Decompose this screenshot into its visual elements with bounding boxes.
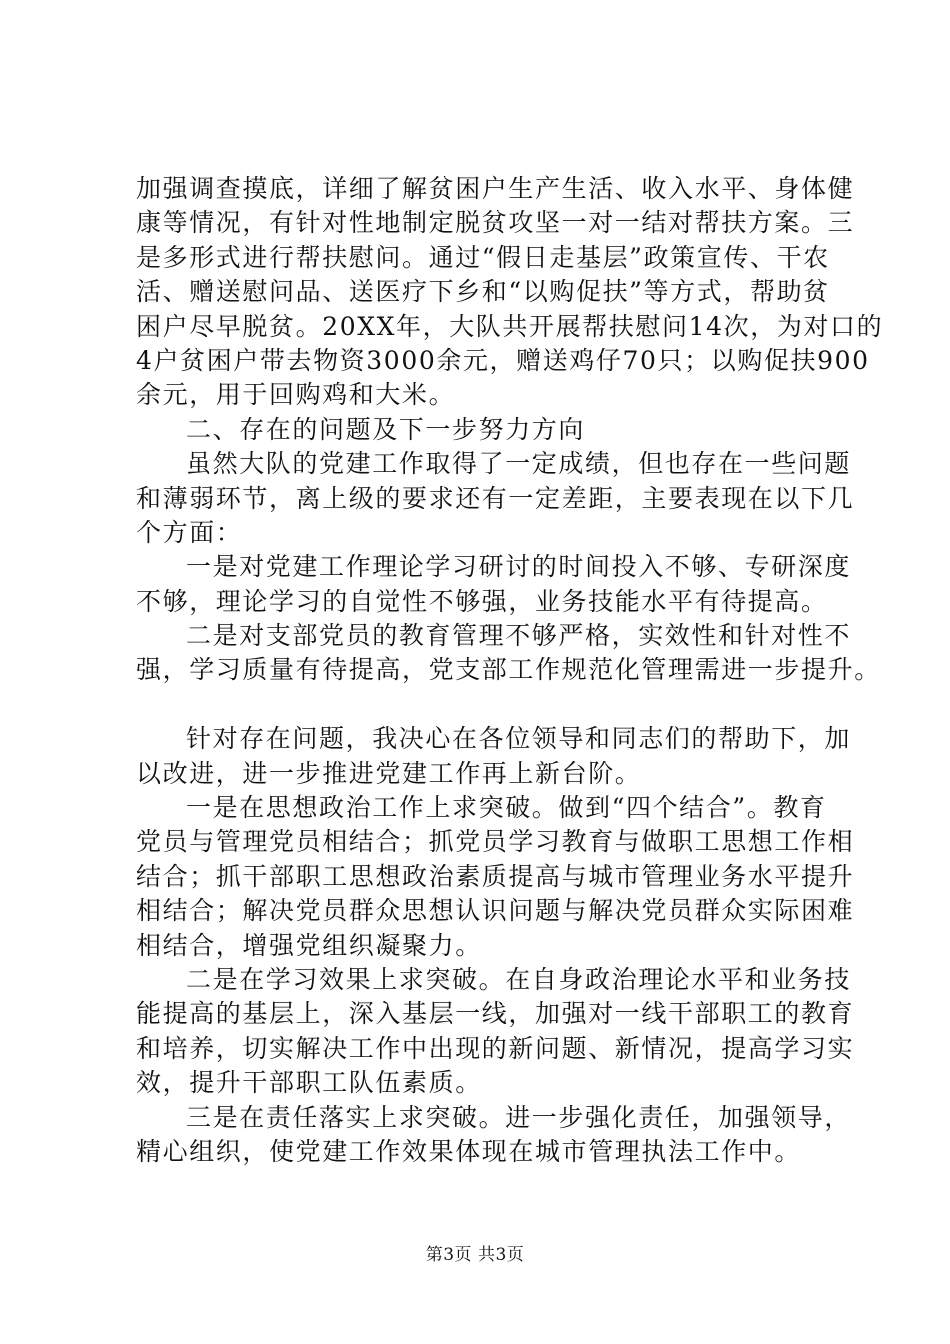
text-line: 精心组织，使党建工作效果体现在城市管理执法工作中。 [136, 1136, 802, 1166]
text-line: 相结合，增强党组织凝聚力。 [136, 930, 482, 960]
text-line: 和培养，切实解决工作中出现的新问题、新情况，提高学习实 [136, 1033, 855, 1063]
text-line: 一是在思想政治工作上求突破。做到“四个结合”。教育 [186, 793, 827, 823]
text-line: 活、赠送慰问品、送医疗下乡和“以购促扶”等方式，帮助贫 [136, 277, 830, 307]
text-line: 一是对党建工作理论学习研讨的时间投入不够、专研深度 [186, 552, 852, 582]
text-line: 针对存在问题，我决心在各位领导和同志们的帮助下，加 [186, 724, 852, 754]
document-body [136, 172, 884, 1169]
text-line: 能提高的基层上，深入基层一线，加强对一线干部职工的教育 [136, 999, 855, 1029]
text-line: 效，提升干部职工队伍素质。 [136, 1068, 482, 1098]
text-line: 二是对支部党员的教育管理不够严格，实效性和针对性不 [186, 621, 852, 651]
text-line: 余元，用于回购鸡和大米。 [136, 380, 456, 410]
text-line: 虽然大队的党建工作取得了一定成绩，但也存在一些问题 [186, 449, 852, 479]
blank-line [136, 688, 856, 722]
text-line: 二是在学习效果上求突破。在自身政治理论水平和业务技 [186, 964, 852, 994]
text-line: 不够，理论学习的自觉性不够强，业务技能水平有待提高。 [136, 586, 828, 616]
text-line: 康等情况，有针对性地制定脱贫攻坚一对一结对帮扶方案。三 [136, 208, 855, 238]
text-line: 4户贫困户带去物资3000余元，赠送鸡仔70只；以购促扶900 [136, 345, 870, 375]
text-line: 强，学习质量有待提高，党支部工作规范化管理需进一步提升。 [136, 655, 881, 685]
text-line: 加强调查摸底，详细了解贫困户生产生活、收入水平、身体健 [136, 174, 855, 203]
text-line: 党员与管理党员相结合；抓党员学习教育与做职工思想工作相 [136, 827, 855, 857]
text-line: 是多形式进行帮扶慰问。通过“假日走基层”政策宣传、干农 [136, 242, 830, 272]
text-line: 以改进，进一步推进党建工作再上新台阶。 [136, 758, 642, 788]
text-line: 和薄弱环节，离上级的要求还有一定差距，主要表现在以下几 [136, 483, 855, 513]
text-line: 三是在责任落实上求突破。进一步强化责任，加强领导， [186, 1102, 852, 1132]
text-line: 个方面： [136, 517, 243, 547]
text-line: 困户尽早脱贫。20XX年，大队共开展帮扶慰问14次，为对口的 [136, 311, 884, 341]
text-line: 相结合；解决党员群众思想认识问题与解决党员群众实际困难 [136, 896, 855, 926]
text-line: 结合；抓干部职工思想政治素质提高与城市管理业务水平提升 [136, 861, 855, 891]
text-line: 二、存在的问题及下一步努力方向 [186, 414, 586, 444]
page-footer: 第3页 共3页 [425, 1245, 525, 1265]
